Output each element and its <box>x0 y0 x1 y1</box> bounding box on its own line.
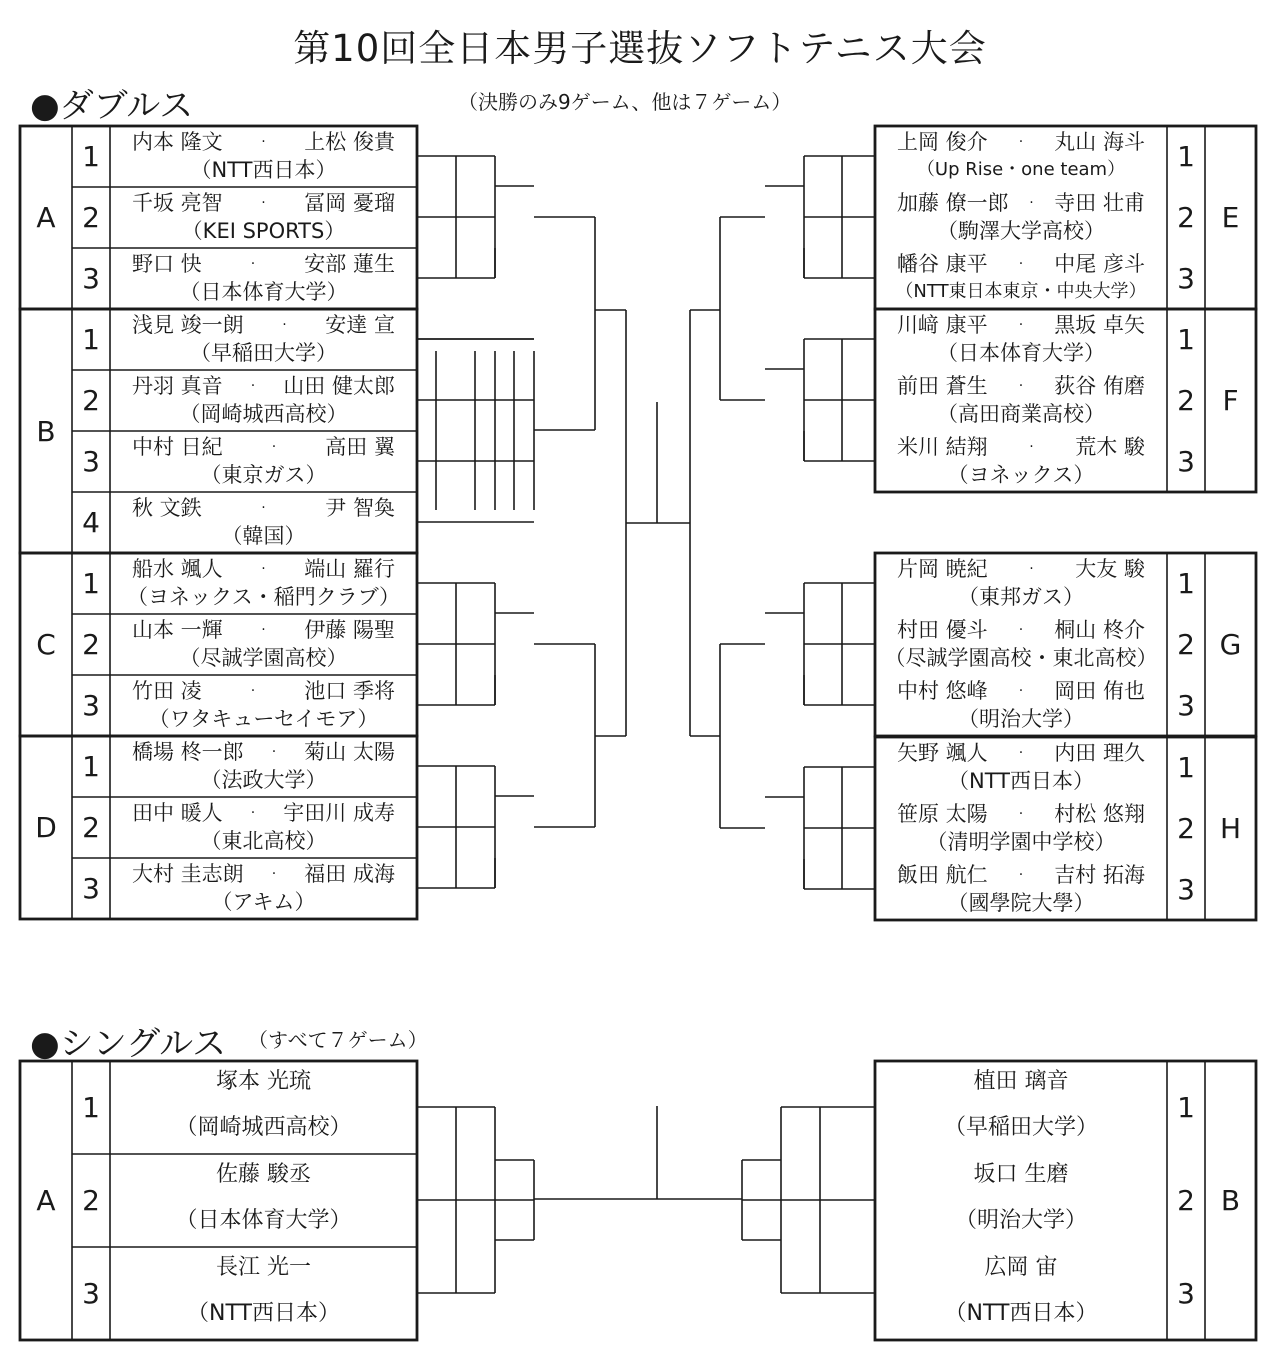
separator-dot: · <box>261 561 266 577</box>
group-label-A <box>20 1061 72 1340</box>
player-name: 野口 快 <box>132 252 202 276</box>
separator-dot: · <box>1018 683 1024 699</box>
player-name: 上岡 俊介 <box>897 130 988 154</box>
group-label-A <box>20 126 72 309</box>
entry-number <box>1167 431 1205 492</box>
pair-names <box>875 739 1167 767</box>
entry-number-text: 1 <box>1177 1091 1195 1124</box>
group-label-B <box>20 309 72 553</box>
entry-number <box>1167 187 1205 248</box>
group-label-G <box>1205 553 1256 736</box>
pair-entry <box>875 553 1167 614</box>
pair-names <box>110 128 417 156</box>
entry-number-text: 2 <box>1177 628 1195 661</box>
entry-number-text: 3 <box>82 1277 100 1310</box>
pair-names <box>110 189 417 217</box>
entry-number <box>72 553 110 614</box>
team-name: （岡崎城西高校） <box>179 402 348 426</box>
player-name: 村田 優斗 <box>897 618 988 642</box>
separator-dot: · <box>1029 561 1034 577</box>
pair-entry <box>110 614 417 675</box>
doubles-heading: ●ダブルス <box>30 86 194 126</box>
separator-dot: · <box>1029 195 1034 211</box>
pair-entry <box>110 431 417 492</box>
pair-entry <box>875 187 1167 248</box>
player-name: 安部 蓮生 <box>304 252 395 276</box>
team-name: （明治大学） <box>954 1208 1087 1233</box>
pair-entry <box>875 737 1167 798</box>
player-name: 矢野 颯人 <box>897 741 988 765</box>
team-name: （清明学園中学校） <box>926 830 1116 854</box>
team-name: （ヨネックス・稲門クラブ） <box>127 585 400 609</box>
entry-number-text: 3 <box>82 872 100 905</box>
entry-number <box>72 248 110 309</box>
player-name: 菊山 太陽 <box>304 740 395 764</box>
player-name: 寺田 壮甫 <box>1054 191 1145 215</box>
separator-dot: · <box>250 683 256 699</box>
entry-number <box>72 1247 110 1340</box>
entry-number <box>72 1154 110 1247</box>
team-name: （ワタキューセイモア） <box>148 707 379 731</box>
pair-entry <box>875 859 1167 920</box>
player-name: 米川 結翔 <box>897 435 988 459</box>
player-name: 安達 宣 <box>325 313 395 337</box>
group-label-text: A <box>36 1184 56 1217</box>
team-name: （東京ガス） <box>200 463 327 487</box>
entry-number-text: 1 <box>82 323 100 356</box>
player-name: 田中 暖人 <box>132 801 223 825</box>
team-name: （日本体育大学） <box>937 341 1105 365</box>
pair-names <box>110 311 417 339</box>
pair-entry <box>875 798 1167 859</box>
entry-number <box>1167 1154 1205 1247</box>
pair-names <box>875 311 1167 339</box>
group-label-H <box>1205 737 1256 920</box>
team-name: （Up Rise・one team） <box>916 159 1126 180</box>
team-name: （NTT西日本） <box>948 769 1094 793</box>
team-name: （NTT西日本） <box>187 1301 340 1326</box>
team-name: （NTT西日本） <box>944 1301 1098 1326</box>
entry-number-text: 1 <box>1177 567 1195 600</box>
group-label-text: H <box>1219 812 1242 845</box>
team-name: （尽誠学園高校） <box>179 646 348 670</box>
pair-entry <box>875 675 1167 736</box>
pair-names <box>110 799 417 827</box>
group-label-E <box>1205 126 1256 309</box>
separator-dot: · <box>282 317 287 333</box>
pair-entry <box>875 309 1167 370</box>
team-name: （日本体育大学） <box>179 280 348 304</box>
group-label-text: D <box>35 811 57 844</box>
separator-dot: · <box>250 805 256 821</box>
pair-entry <box>110 736 417 797</box>
player-name: 内本 隆文 <box>132 130 223 154</box>
pair-names <box>875 433 1167 461</box>
pair-entry <box>110 126 417 187</box>
team-name: （駒澤大学高校） <box>937 219 1105 243</box>
pair-entry <box>110 675 417 736</box>
player-name: 荒木 駿 <box>1075 435 1145 459</box>
team-name: （アキム） <box>211 890 316 914</box>
player-name: 橋場 柊一郎 <box>132 740 244 764</box>
entry-number <box>72 492 110 553</box>
entry-number-text: 2 <box>1177 201 1195 234</box>
separator-dot: · <box>1018 317 1024 333</box>
player-name: 秋 文鉄 <box>132 496 202 520</box>
player-name: 広岡 宙 <box>984 1255 1058 1280</box>
entry-number <box>72 858 110 919</box>
group-label-text: C <box>36 628 56 661</box>
separator-dot: · <box>1018 134 1024 150</box>
group-label-text: F <box>1222 384 1239 417</box>
entry-number-text: 1 <box>82 140 100 173</box>
player-entry <box>875 1154 1167 1247</box>
player-name: 池口 季将 <box>304 679 395 703</box>
player-name: 上松 俊貴 <box>304 130 395 154</box>
player-name: 丸山 海斗 <box>1054 130 1145 154</box>
team-name: （NTT東日本東京・中央大学） <box>895 281 1147 302</box>
player-name: 加藤 僚一郎 <box>897 191 1009 215</box>
entry-number <box>72 187 110 248</box>
doubles-note: （決勝のみ9ゲーム、他は７ゲーム） <box>458 90 792 114</box>
entry-number-text: 2 <box>1177 812 1195 845</box>
player-name: 山田 健太郎 <box>283 374 395 398</box>
player-entry <box>110 1061 417 1154</box>
pair-names <box>110 250 417 278</box>
pair-names <box>110 433 417 461</box>
player-name: 笹原 太陽 <box>897 802 988 826</box>
player-name: 内田 理久 <box>1054 741 1145 765</box>
player-name: 船水 颯人 <box>132 557 223 581</box>
entry-number <box>72 126 110 187</box>
separator-dot: · <box>1018 806 1024 822</box>
pair-names <box>875 861 1167 889</box>
entry-number <box>1167 126 1205 187</box>
separator-dot: · <box>261 134 266 150</box>
pair-names <box>875 555 1167 583</box>
group-label-D <box>20 736 72 919</box>
player-name: 佐藤 駿丞 <box>216 1162 311 1187</box>
team-name: （高田商業高校） <box>937 402 1105 426</box>
entry-number-text: 2 <box>1177 1184 1195 1217</box>
player-name: 浅見 竣一朗 <box>132 313 244 337</box>
entry-number <box>72 797 110 858</box>
separator-dot: · <box>261 500 266 516</box>
team-name: （ヨネックス） <box>947 463 1095 487</box>
pair-entry <box>110 309 417 370</box>
entry-number-text: 1 <box>1177 751 1195 784</box>
separator-dot: · <box>271 744 277 760</box>
separator-dot: · <box>1018 378 1024 394</box>
entry-number-text: 2 <box>82 384 100 417</box>
group-label-text: B <box>1220 1184 1241 1217</box>
entry-number-text: 1 <box>1177 323 1195 356</box>
separator-dot: · <box>1018 622 1024 638</box>
pair-names <box>875 372 1167 400</box>
team-name: （NTT西日本） <box>190 158 337 182</box>
pair-entry <box>110 370 417 431</box>
separator-dot: · <box>1029 439 1034 455</box>
player-name: 長江 光一 <box>216 1255 311 1280</box>
separator-dot: · <box>271 866 277 882</box>
player-name: 冨岡 憂瑠 <box>304 191 395 215</box>
pair-entry <box>110 553 417 614</box>
player-name: 宇田川 成寿 <box>283 801 395 825</box>
entry-number <box>1167 370 1205 431</box>
pair-names <box>875 677 1167 705</box>
player-name: 端山 羅行 <box>304 557 395 581</box>
entry-number <box>1167 1061 1205 1154</box>
entry-number <box>72 614 110 675</box>
player-name: 前田 蒼生 <box>897 374 988 398</box>
entry-number-text: 1 <box>82 750 100 783</box>
player-entry <box>110 1247 417 1340</box>
team-name: （東邦ガス） <box>958 585 1084 609</box>
group-label-text: G <box>1219 628 1242 661</box>
pair-names <box>875 800 1167 828</box>
entry-number <box>72 675 110 736</box>
player-name: 黒坂 卓矢 <box>1054 313 1145 337</box>
team-name: （東北高校） <box>200 829 327 853</box>
separator-dot: · <box>1018 745 1024 761</box>
singles-note: （すべて７ゲーム） <box>248 1028 428 1052</box>
pair-names <box>110 372 417 400</box>
entry-number <box>1167 309 1205 370</box>
entry-number-text: 3 <box>1177 689 1195 722</box>
pair-names <box>110 738 417 766</box>
pair-names <box>110 555 417 583</box>
pair-names <box>875 128 1167 156</box>
player-name: 植田 璃音 <box>973 1069 1069 1094</box>
team-name: （日本体育大学） <box>175 1208 352 1233</box>
entry-number-text: 3 <box>1177 873 1195 906</box>
player-name: 中村 悠峰 <box>897 679 988 703</box>
entry-number-text: 1 <box>82 567 100 600</box>
entry-number-text: 2 <box>82 628 100 661</box>
entry-number <box>72 309 110 370</box>
group-label-B <box>1205 1061 1256 1340</box>
separator-dot: · <box>1018 256 1024 272</box>
pair-entry <box>110 187 417 248</box>
player-name: 大友 駿 <box>1075 557 1145 581</box>
team-name: （國學院大學） <box>947 891 1095 915</box>
player-name: 大村 圭志朗 <box>132 862 244 886</box>
singles-heading: ●シングルス <box>30 1024 227 1064</box>
team-name: （明治大学） <box>958 707 1084 731</box>
separator-dot: · <box>250 378 256 394</box>
player-name: 竹田 凌 <box>132 679 202 703</box>
entry-number-text: 3 <box>82 689 100 722</box>
pair-entry <box>110 797 417 858</box>
player-entry <box>875 1061 1167 1154</box>
player-name: 山本 一輝 <box>132 618 223 642</box>
player-name: 中村 日紀 <box>132 435 223 459</box>
entry-number <box>1167 798 1205 859</box>
player-name: 村松 悠翔 <box>1054 802 1145 826</box>
entry-number <box>72 1061 110 1154</box>
pair-names <box>110 616 417 644</box>
entry-number-text: 3 <box>82 262 100 295</box>
player-name: 塚本 光琉 <box>216 1069 311 1094</box>
separator-dot: · <box>261 195 266 211</box>
pair-entry <box>110 248 417 309</box>
entry-number-text: 2 <box>1177 384 1195 417</box>
team-name: （早稲田大学） <box>943 1115 1098 1140</box>
entry-number <box>72 736 110 797</box>
pair-entry <box>875 431 1167 492</box>
entry-number-text: 3 <box>82 445 100 478</box>
entry-number-text: 2 <box>82 201 100 234</box>
team-name: （KEI SPORTS） <box>181 219 346 243</box>
group-label-F <box>1205 309 1256 492</box>
pair-names <box>110 860 417 888</box>
group-label-text: A <box>36 201 56 234</box>
entry-number-text: 3 <box>1177 1277 1195 1310</box>
player-name: 片岡 暁紀 <box>897 557 988 581</box>
entry-number <box>1167 737 1205 798</box>
separator-dot: · <box>250 256 256 272</box>
player-entry <box>110 1154 417 1247</box>
entry-number <box>1167 553 1205 614</box>
group-label-text: B <box>36 414 56 448</box>
entry-number-text: 3 <box>1177 262 1195 295</box>
pair-entry <box>110 492 417 553</box>
player-name: 伊藤 陽聖 <box>304 618 395 642</box>
pair-entry <box>875 126 1167 187</box>
pair-entry <box>875 248 1167 309</box>
entry-number-text: 1 <box>82 1091 100 1124</box>
entry-number <box>1167 614 1205 675</box>
pair-entry <box>875 614 1167 675</box>
entry-number <box>1167 248 1205 309</box>
pair-names <box>875 189 1167 217</box>
entry-number <box>1167 675 1205 736</box>
player-name: 川﨑 康平 <box>897 313 988 337</box>
separator-dot: · <box>261 622 266 638</box>
player-name: 幡谷 康平 <box>897 252 988 276</box>
entry-number-text: 2 <box>82 811 100 844</box>
player-name: 中尾 彦斗 <box>1054 252 1145 276</box>
player-name: 丹羽 真音 <box>132 374 223 398</box>
entry-number <box>72 431 110 492</box>
entry-number <box>1167 859 1205 920</box>
team-name: （法政大学） <box>200 768 327 792</box>
entry-number-text: 1 <box>1177 140 1195 173</box>
player-name: 尹 智奐 <box>325 496 395 520</box>
pair-names <box>875 250 1167 278</box>
player-name: 吉村 拓海 <box>1054 863 1145 887</box>
entry-number-text: 3 <box>1177 445 1195 478</box>
pair-names <box>110 677 417 705</box>
player-name: 岡田 侑也 <box>1054 679 1145 703</box>
entry-number <box>1167 1247 1205 1340</box>
player-name: 高田 翼 <box>325 435 395 459</box>
player-entry <box>875 1247 1167 1340</box>
player-name: 桐山 柊介 <box>1054 618 1145 642</box>
page-title: 第10回全日本男子選抜ソフトテニス大会 <box>293 27 987 70</box>
entry-number-text: 2 <box>82 1184 100 1217</box>
separator-dot: · <box>1018 867 1024 883</box>
player-name: 荻谷 侑磨 <box>1054 374 1145 398</box>
pair-names <box>110 494 417 522</box>
entry-number-text: 4 <box>82 506 100 539</box>
team-name: （早稲田大学） <box>190 341 337 365</box>
player-name: 坂口 生磨 <box>973 1162 1069 1187</box>
separator-dot: · <box>271 439 277 455</box>
pair-names <box>875 616 1167 644</box>
team-name: （尽誠学園高校・東北高校） <box>884 646 1158 670</box>
team-name: （岡崎城西高校） <box>175 1115 352 1140</box>
entry-number <box>72 370 110 431</box>
pair-entry <box>110 858 417 919</box>
pair-entry <box>875 370 1167 431</box>
player-name: 飯田 航仁 <box>897 863 988 887</box>
group-label-text: E <box>1221 201 1240 234</box>
group-label-C <box>20 553 72 736</box>
player-name: 千坂 亮智 <box>132 191 223 215</box>
player-name: 福田 成海 <box>304 862 395 886</box>
team-name: （韓国） <box>221 524 306 548</box>
